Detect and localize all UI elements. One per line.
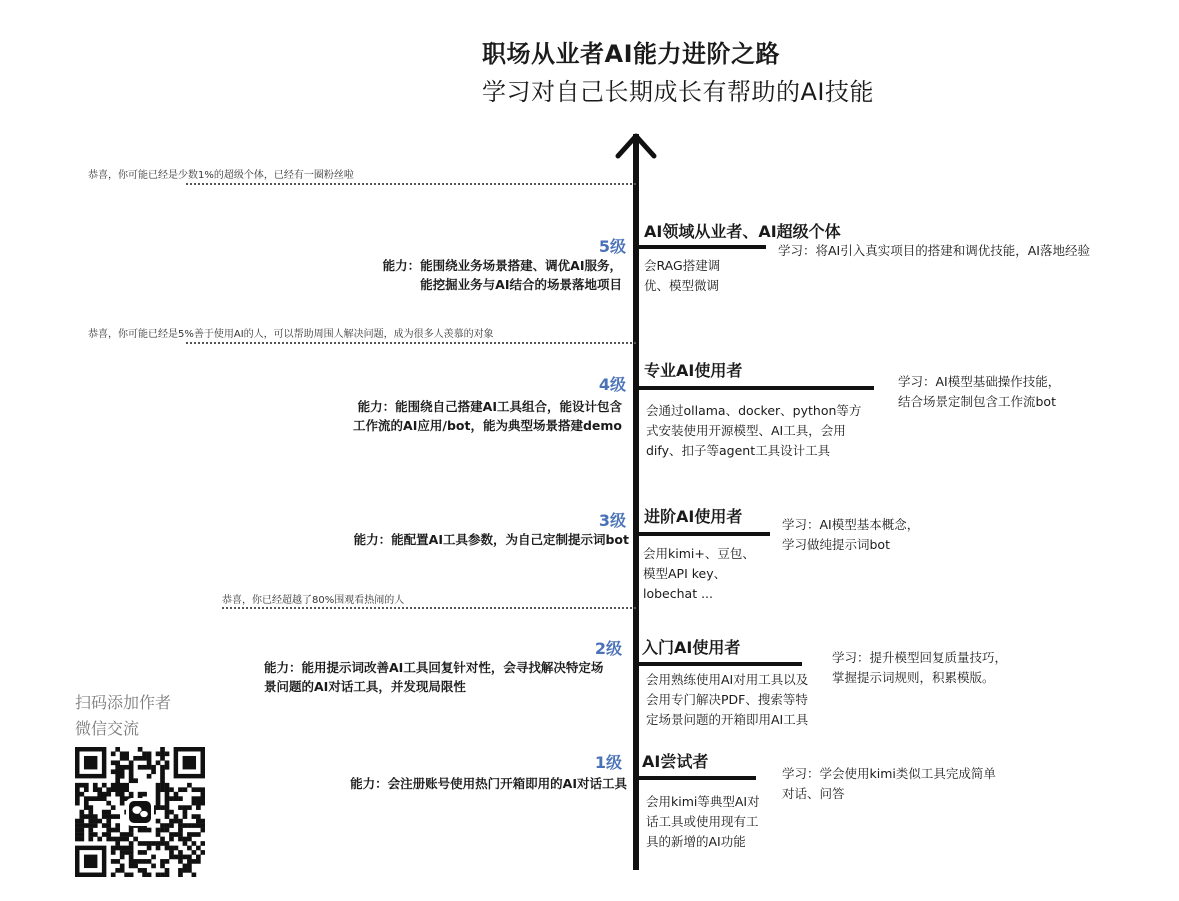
congrats-note-1: 恭喜，你可能已经是少数1%的超级个体，已经有一圈粉丝啦 bbox=[88, 170, 354, 181]
level-5-bar bbox=[636, 245, 766, 249]
wechat-icon bbox=[126, 798, 154, 826]
level-2-badge: 2级 bbox=[594, 639, 622, 658]
level-1-role: AI尝试者 bbox=[642, 752, 709, 771]
level-2-bar bbox=[636, 662, 802, 666]
level-2-ability: 能力：能用提示词改善AI工具回复针对性，会寻找解决特定场 景问题的AI对话工具，并发现局限性 bbox=[264, 660, 604, 694]
level-2-skills: 会用熟练使用AI对用工具以及 会用专门解决PDF、搜索等特 定场景问题的开箱即用AI工具 bbox=[646, 672, 809, 727]
qr-code bbox=[75, 747, 205, 877]
level-5-badge: 5级 bbox=[598, 237, 626, 256]
level-2-role: 入门AI使用者 bbox=[642, 638, 741, 657]
level-1-learn: 学习：学会使用kimi类似工具完成简单 对话、问答 bbox=[782, 766, 996, 801]
level-3-role: 进阶AI使用者 bbox=[644, 507, 743, 526]
level-4-learn: 学习：AI模型基础操作技能， 结合场景定制包含工作流bot bbox=[898, 374, 1061, 409]
level-3-badge: 3级 bbox=[598, 511, 626, 530]
level-3-bar bbox=[636, 532, 770, 536]
level-3-ability: 能力：能配置AI工具参数，为自己定制提示词bot bbox=[353, 532, 629, 547]
divider-3 bbox=[222, 607, 636, 609]
level-5-role: AI领域从业者、AI超级个体 bbox=[644, 222, 841, 241]
level-3-skills: 会用kimi+、豆包、 模型API key、 lobechat ... bbox=[643, 546, 755, 601]
qr-finder bbox=[183, 756, 196, 769]
level-4-badge: 4级 bbox=[598, 375, 626, 394]
page-subtitle: 学习对自己长期成长有帮助的AI技能 bbox=[482, 78, 874, 106]
congrats-note-3: 恭喜，你已经超越了80%围观看热闹的人 bbox=[222, 595, 405, 606]
level-4-skills: 会通过ollama、docker、python等方 式安装使用开源模型、AI工具，会用 dify、扣子等agent工具设计工具 bbox=[646, 403, 862, 458]
congrats-note-2: 恭喜，你可能已经是5%善于使用AI的人，可以帮助周围人解决问题，成为很多人羡慕的对象 bbox=[88, 329, 494, 340]
divider-2 bbox=[186, 342, 636, 344]
page-title: 职场从业者AI能力进阶之路 bbox=[482, 40, 781, 68]
level-4-ability: 能力：能围绕自己搭建AI工具组合，能设计包含 工作流的AI应用/bot，能为典型场景搭建demo bbox=[353, 399, 622, 433]
level-4-bar bbox=[636, 386, 874, 390]
level-1-skills: 会用kimi等典型AI对 话工具或使用现有工 具的新增的AI功能 bbox=[646, 794, 760, 849]
qr-finder bbox=[84, 756, 97, 769]
divider-1 bbox=[186, 183, 636, 185]
progress-axis bbox=[633, 148, 639, 870]
qr-finder bbox=[84, 855, 97, 868]
level-3-learn: 学习：AI模型基本概念， 学习做纯提示词bot bbox=[782, 517, 920, 552]
level-2-learn: 学习：提升模型回复质量技巧， 掌握提示词规则，积累模版。 bbox=[832, 650, 1008, 685]
level-1-badge: 1级 bbox=[594, 753, 622, 772]
level-5-skills: 会RAG搭建调 优、模型微调 bbox=[644, 258, 721, 293]
level-4-role: 专业AI使用者 bbox=[644, 361, 743, 380]
level-5-learn: 学习：将AI引入真实项目的搭建和调优技能，AI落地经验 bbox=[778, 243, 1090, 258]
level-5-ability: 能力：能围绕业务场景搭建、调优AI服务， 能挖掘业务与AI结合的场景落地项目 bbox=[382, 258, 622, 292]
level-1-ability: 能力：会注册账号使用热门开箱即用的AI对话工具 bbox=[350, 776, 627, 791]
qr-caption: 扫码添加作者 微信交流 bbox=[75, 693, 172, 738]
level-1-bar bbox=[636, 776, 756, 780]
